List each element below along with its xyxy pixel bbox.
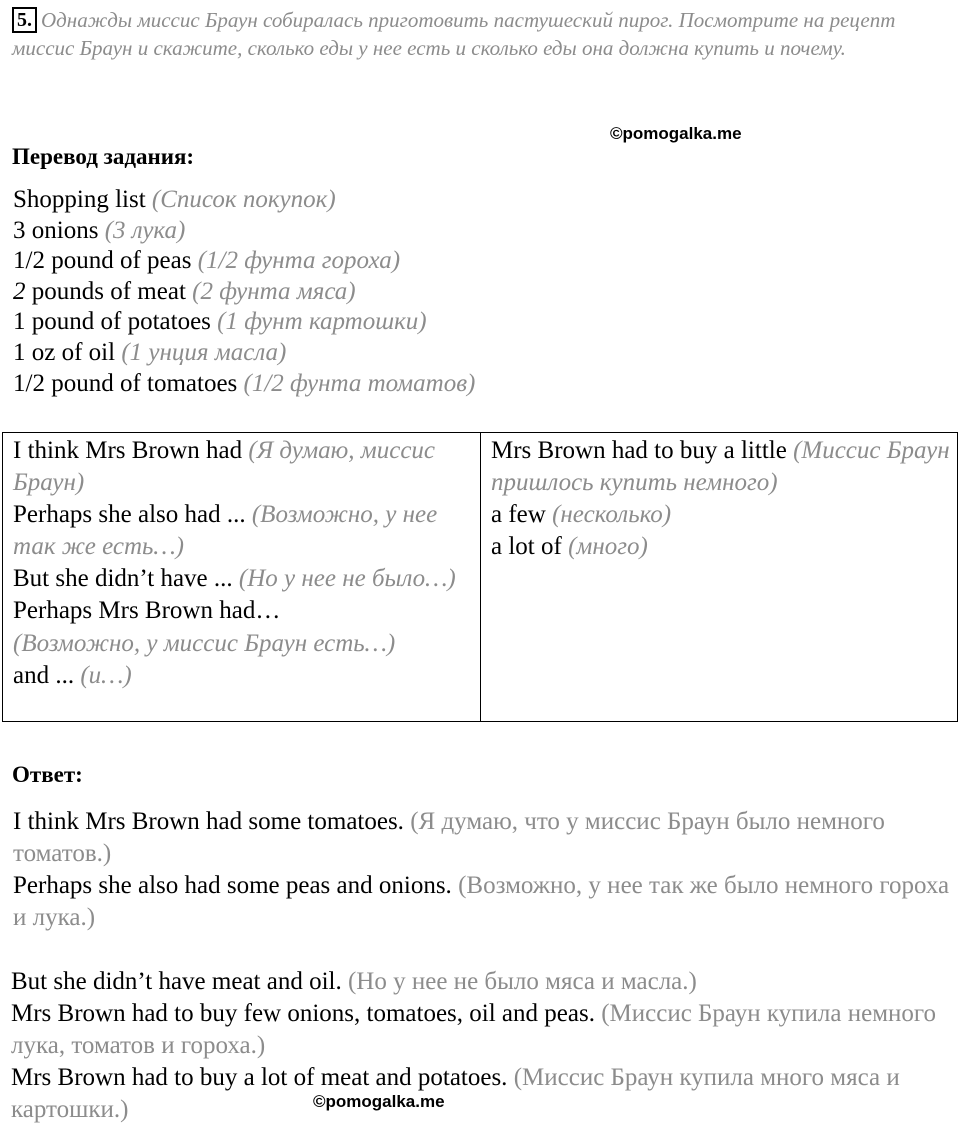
answer-heading: Ответ: (12, 762, 83, 787)
phrase-line: Mrs Brown had to buy a little (Миссис Браун пришлось купить немного) (491, 437, 950, 497)
answer-block (13, 806, 953, 934)
phrase-table (2, 432, 958, 722)
answer-sentence: Perhaps she also had some peas and onions. (Возможно, у нее так же было немного гороха и лука.) (13, 872, 950, 932)
shopping-list-item: 3 onions (3 лука) (13, 216, 186, 244)
phrase-line: I think Mrs Brown had (Я думаю, миссис Браун) (13, 437, 436, 497)
answer-block-2 (11, 966, 956, 1126)
watermark-bottom: ©pomogalka.me (313, 1092, 445, 1111)
answer-sentence: I think Mrs Brown had some tomatoes. (Я думаю, что у миссис Браун было немного томатов.) (13, 808, 885, 868)
answer-sentence: Mrs Brown had to buy a lot of meat and potatoes. (Миссис Браун купила много мяса и картошки.) (11, 1064, 900, 1124)
shopping-list-item: Shopping list (Список покупок) (13, 186, 336, 213)
shopping-list-item: 1/2 pound of tomatoes (1/2 фунта томатов) (13, 369, 476, 397)
phrase-line: a few (несколько) (491, 501, 672, 529)
task-number: 5. (12, 7, 37, 33)
phrase-line: Perhaps Mrs Brown had… (Возможно, у миссис Браун есть…) (13, 597, 396, 657)
phrase-line: and ... (и…) (13, 661, 132, 689)
answer-sentence: But she didn’t have meat and oil. (Но у нее не было мяса и масла.) (11, 968, 697, 995)
phrase-table-left-cell (3, 433, 481, 721)
task-text: Однажды миссис Браун собиралась приготовить пастушеский пирог. Посмотрите на рецепт миссис Браун и скажите, сколько еды у нее есть и сколько еды она должна купить и почему. (12, 8, 896, 60)
translation-heading: Перевод задания: (12, 144, 195, 169)
shopping-list-item: 2 pounds of meat (2 фунта мяса) (13, 277, 356, 305)
shopping-list (13, 185, 475, 399)
phrase-line: a lot of (много) (491, 533, 648, 561)
shopping-list-item: 1 pound of potatoes (1 фунт картошки) (13, 308, 427, 336)
shopping-list-item: 1/2 pound of peas (1/2 фунта гороха) (13, 247, 401, 275)
task-statement (12, 6, 952, 62)
phrase-table-right-cell (481, 433, 957, 721)
phrase-line: Perhaps she also had ... (Возможно, у нее так же есть…) (13, 501, 438, 561)
answer-sentence: Mrs Brown had to buy few onions, tomatoes, oil and peas. (Миссис Браун купила немного лука, томатов и гороха.) (11, 1000, 937, 1060)
watermark-top: ©pomogalka.me (610, 124, 742, 143)
shopping-list-item: 1 oz of oil (1 унция масла) (13, 338, 287, 366)
phrase-line: But she didn’t have ... (Но у нее не было…) (13, 565, 456, 593)
